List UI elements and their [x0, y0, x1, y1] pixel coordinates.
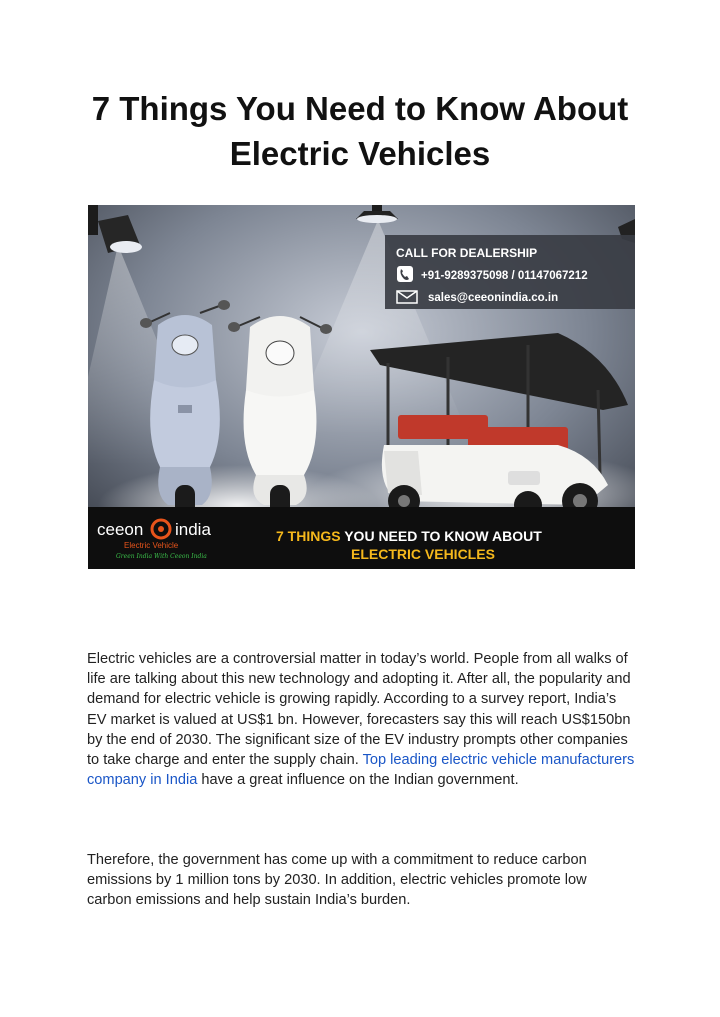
hero-banner-image [88, 205, 635, 569]
phone-icon [397, 266, 413, 282]
brand-name-left: ceeon [97, 520, 144, 539]
article-paragraph-2: Therefore, the government has come up with a commitment to reduce carbon emissions by 1 million tons by 2030. In addition, electric vehicles promote low carbon emissions and help sustain India’s burden. [87, 852, 587, 909]
paragraph-1-text-end: have a great influence on the Indian government. [197, 772, 519, 789]
title-line-1: 7 Things You Need to Know About [91, 90, 629, 127]
article-title [60, 86, 660, 176]
banner-headline-line1 [276, 528, 542, 544]
dealership-phone: +91-9289375098 / 01147067212 [421, 270, 588, 282]
title-line-2: Electric Vehicles [229, 135, 491, 172]
brand-name-right: india [175, 520, 211, 539]
article-paragraph-1 [87, 649, 635, 790]
brand-subtitle: Electric Vehicle [124, 541, 179, 550]
dealership-heading: CALL FOR DEALERSHIP [396, 246, 538, 260]
paragraph-1-text-start: Electric vehicles are a controversial matter in today’s world. People from all walks of life are talking about this new technology and adopting it. After all, the popularity and demand for electric vehicle is growing rapidly. According to a survey report, India’s EV market is valued at US$1 bn. However, forecasters say this will reach US$150bn by the end of 2030. The significant size of the EV industry prompts other companies to take charge and enter the supply chain. [87, 651, 631, 769]
dealership-contact-panel [385, 235, 635, 309]
banner-headline-line2: ELECTRIC VEHICLES [351, 546, 495, 562]
dealership-email: sales@ceeonindia.co.in [428, 292, 559, 304]
brand-tagline: Green India With Ceeon India [116, 553, 207, 560]
manufacturers-link[interactable]: Top leading electric vehicle manufacturers company in India [87, 752, 635, 789]
banner-headline-rest: YOU NEED TO KNOW ABOUT [340, 528, 542, 544]
banner-headline-highlight: 7 THINGS [276, 528, 341, 544]
